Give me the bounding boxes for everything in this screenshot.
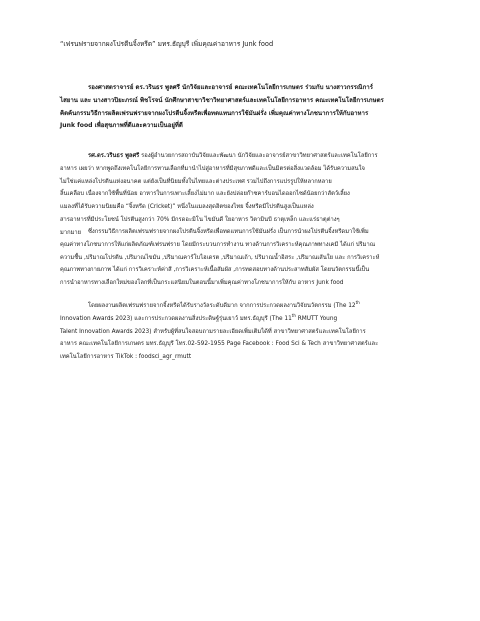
paragraph-line: Talent Innovation Awards 2023) สำหรับผู้ที่สนใจสอบถามรายละเอียดเพิ่มเติมได้ที่ สาขาวิทยาศาสตร์และเทคโนโลยีการ xyxy=(60,328,366,335)
paragraph-line: อาหาร คณะเทคโนโลยีการเกษตร มทร.ธัญบุรี โทร.02-592-1955 Page Facebook : Food Sci & Tech สาขาวิทยาศาสตร์และ xyxy=(60,341,379,348)
paragraph-line: มากมาย xyxy=(60,229,82,236)
paragraph-line: คุณภาพทางกายภาพ ได้แก่ การวิเคราะห์ค่าสี ,การวิเคราะห์เนื้อสัมผัส ,การทดสอบทางด้านประสาทสัมผัส โดยนวัตกรรมนี้เป็น xyxy=(60,267,370,274)
body-paragraph-2 xyxy=(60,226,426,290)
paragraph-line: ลิ้นเคลือบ เนื่องจากใช้พื้นที่น้อย อาหารในการเพาะเลี้ยงไม่มาก และยังปล่อยก๊าซคาร์บอนไดออกไซด์น้อยกว่าสัตว์เลี้ยง xyxy=(60,191,350,198)
paragraph-line: RMUTT Young xyxy=(295,315,338,322)
paragraph-line: สารอาหารที่มีประโยชน์ โปรตีนสูงกว่า 70% มีกรดอะมิโน ไขมันดี ใยอาหาร วิตามินบี ธาตุเหล็ก และแร่ธาตุต่างๆ xyxy=(60,216,340,223)
superscript: th xyxy=(355,300,360,306)
paragraph-line: เทคโนโลยีการอาหาร TikTok : foodsci_agr_rmutt xyxy=(60,354,192,361)
paragraph-line: การนำอาหารทางเลือกใหม่ของโลกที่เป็นกระแสนิยมในตอนนี้มาเพิ่มคุณค่าทางโภชนาการให้กับ อาหาร Junk food xyxy=(60,280,344,287)
paragraph-line: ไม่ใช่แค่แหล่งโปรตีนแห่งอนาคต แต่ยังเป็นที่นิยมทั้งในไทยและต่างประเทศ รวมไปถึงการแปรรูปให้หลากหลาย xyxy=(60,178,332,185)
paragraph-line: รองผู้อำนวยการสถาบันวิจัยและพัฒนา นักวิจัยและอาจารย์สาขาวิทยาศาสตร์และเทคโนโลยีการ xyxy=(139,153,378,159)
lead-paragraph xyxy=(60,82,428,133)
body-paragraph-3 xyxy=(60,300,426,364)
paragraph-line: โดยผลงานผลิตเฟรนฟรายจากจิ้งหรีดได้รับรางวัลระดับดีมาก จากการประกวดผลงานวิจัยนวัตกรรม (The 12 xyxy=(88,303,356,309)
paragraph-line: คุณค่าทางโภชนาการให้แก่ผลิตภัณฑ์เฟรนฟราย โดยมีกระบวนการทำงาน ทางด้านการวิเคราะห์คุณภาพทางเคมี ได้แก่ ปริมาณ xyxy=(60,241,376,248)
superscript: th xyxy=(291,312,296,318)
paragraph-line: อาหาร เผยว่า หากพูดถึงเทคโนโลยีการทานเลือกที่มานำไปสู่อาหารที่มีสุขภาพดีและเป็นมิตรต่อสิ่งแวดล้อม ได้รับความสนใจ xyxy=(60,165,365,172)
document-title: “เฟรนฟรายจากผงโปรตีนจิ้งหรีด” มทร.ธัญบุรี เพิ่มคุณค่าอาหาร Junk food xyxy=(60,40,274,48)
lead-line: คิดค้นกรรมวิธีการผลิตเฟรนฟรายจากผงโปรตีนจิ้งหรีดเพื่อทดแทนการใช้มันฝรั่ง เพิ่มคุณค่าทางโภชนาการให้กับอาหาร xyxy=(60,109,369,117)
lead-line: Junk food เพื่อสุขภาพที่ดีและความเป็นอยู่ที่ดี xyxy=(60,122,183,130)
paragraph-line: Innovation Awards 2023) และการประกวดผลงานสิ่งประดิษฐ์รุ่นเยาว์ มทร.ธัญบุรี (The 11 xyxy=(60,315,292,322)
paragraph-line: แมลงที่ได้รับความนิยมคือ “จิ้งหรีด (Cricket)” หนึ่งในแมลงสุดฮิตของไทย จิ้งหรีดมีโปรตีนสูงเป็นแหล่ง xyxy=(60,204,314,211)
researcher-name: รศ.ดร.วรินธร พูลศรี xyxy=(88,153,140,159)
lead-line: รองศาสตราจารย์ ดร.วรินธร พูลศรี นักวิจัยและอาจารย์ คณะเทคโนโลยีการเกษตร ร่วมกับ นางสาวกรรณิการ์ xyxy=(88,84,373,91)
paragraph-line: ความชื้น ,ปริมาณโปรตีน ,ปริมาณไขมัน ,ปริมาณคาร์โบไฮเดรต ,ปริมาณเถ้า, ปริมาณน้ำอิสระ ,ปริมาณเส้นใย และ การวิเคราะห์ xyxy=(60,254,380,261)
lead-line: ไสยาน และ นางสาวปิยะภรณ์ พิชโรจน์ นักศึกษาสาขาวิชาวิทยาศาสตร์และเทคโนโลยีการอาหาร คณะเทคโนโลยีการเกษตร xyxy=(60,96,384,104)
paragraph-line: ซึ่งกรรมวิธีการผลิตเฟรนฟรายจากผงโปรตีนจิ้งหรีดเพื่อทดแทนการใช้มันฝรั่ง เป็นการนำผงโปรตีนจิ้งหรีดมาใช้เพิ่ม xyxy=(88,229,369,235)
